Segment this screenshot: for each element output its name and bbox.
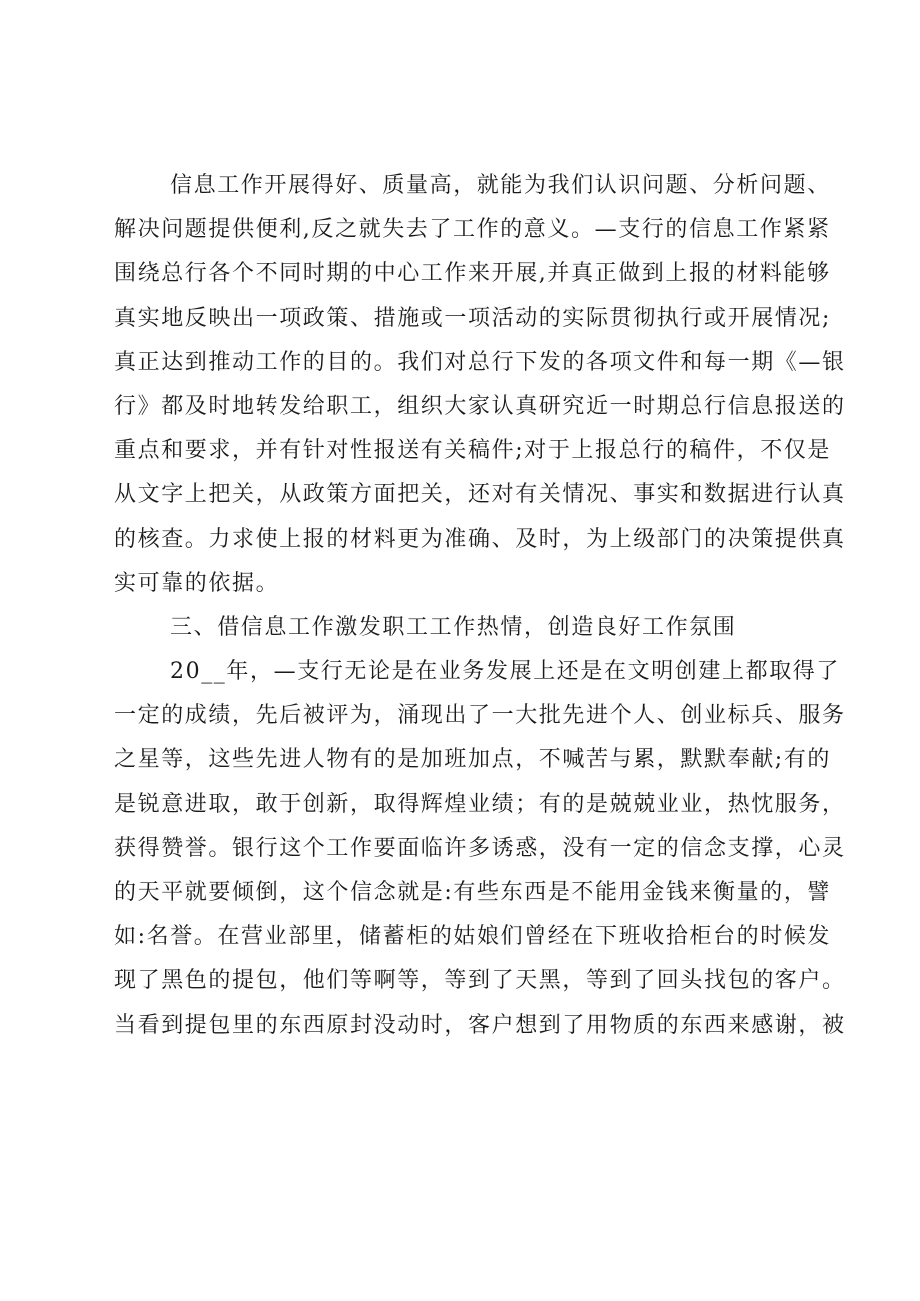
text-line: 重点和要求，并有针对性报送有关稿件;对于上报总行的稿件，不仅是 (114, 438, 832, 464)
text-line: 是锐意进取，敢于创新，取得辉煌业绩；有的是兢兢业业，热忱服务， (114, 791, 846, 817)
text-line: 真正达到推动工作的目的。我们对总行下发的各项文件和每一期《—银 (114, 349, 846, 375)
text-line: 真实地反映出一项政策、措施或一项活动的实际贯彻执行或开展情况; (114, 305, 832, 331)
text-line: 信息工作开展得好、质量高，就能为我们认识问题、分析问题、 (170, 173, 831, 198)
text-line: 实可靠的依据。 (114, 570, 280, 596)
text-line: 从文字上把关，从政策方面把关，还对有关情况、事实和数据进行认真 (114, 482, 846, 508)
text-line: 解决问题提供便利,反之就失去了工作的意义。—支行的信息工作紧紧 (114, 217, 831, 243)
document-body (114, 164, 846, 1048)
text-line: 现了黑色的提包，他们等啊等，等到了天黑，等到了回头找包的客户。 (114, 968, 846, 994)
text-line: 的天平就要倾倒，这个信念就是:有些东西是不能用金钱来衡量的，譬 (114, 880, 832, 905)
text-line: 之星等，这些先进人物有的是加班加点，不喊苦与累，默默奉献;有的 (114, 747, 832, 773)
text-line: 一定的成绩，先后被评为，涌现出了一大批先进个人、创业标兵、服务 (114, 703, 846, 729)
text-line: 如:名誉。在营业部里，储蓄柜的姑娘们曾经在下班收拾柜台的时候发 (114, 924, 832, 950)
text-line: 围绕总行各个不同时期的中心工作来开展,并真正做到上报的材料能够 (114, 261, 831, 287)
text-line: 行》都及时地转发给职工，组织大家认真研究近一时期总行信息报送的 (114, 393, 846, 419)
text-line: 当看到提包里的东西原封没动时，客户想到了用物质的东西来感谢，被 (114, 1012, 846, 1038)
text-line: 获得赞誉。银行这个工作要面临许多诱惑，没有一定的信念支撑，心灵 (114, 835, 846, 861)
text-line: 的核查。力求使上报的材料更为准确、及时，为上级部门的决策提供真 (114, 526, 846, 552)
text-line: 20__年，—支行无论是在业务发展上还是在文明创建上都取得了 (170, 659, 840, 685)
section-heading: 三、借信息工作激发职工工作热情，创造良好工作氛围 (170, 614, 737, 640)
